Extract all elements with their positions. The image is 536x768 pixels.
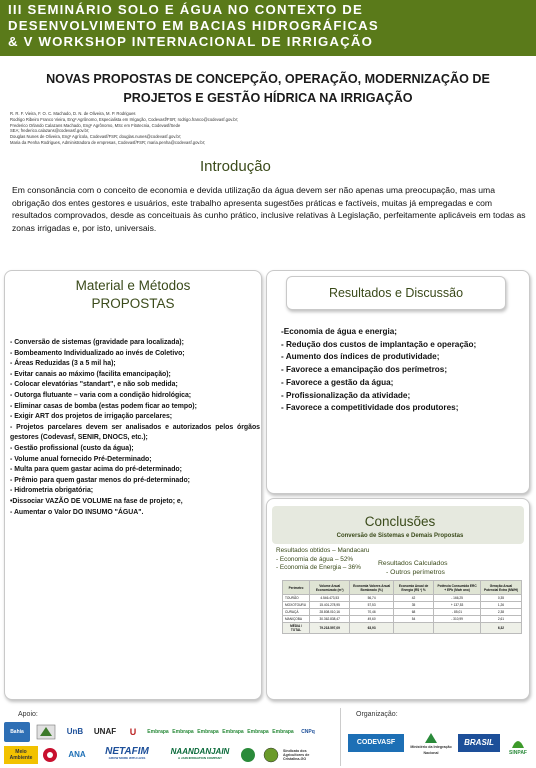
codevasf-logo: CODEVASF — [348, 734, 404, 752]
list-item: - Aumentar o Valor DO INSUMO "ÁGUA". — [10, 508, 144, 516]
calc-title: Resultados Calculados — [378, 560, 448, 567]
meio-ambiente-logo: Meio Ambiente — [4, 746, 38, 764]
table-cell: 6,32 — [480, 623, 521, 634]
list-item: - Eliminar casas de bomba (estas podem ficar ao tempo); — [10, 402, 197, 410]
list-item: - Áreas Reduzidas (3 a 5 mil ha); — [10, 360, 116, 368]
embrapa-logo: Embrapa — [247, 729, 269, 735]
results-heading: Resultados e Discussão — [328, 286, 464, 300]
title-line-1: NOVAS PROPOSTAS DE CONCEPÇÃO, OPERAÇÃO, MODERNIZAÇÃO DE — [46, 72, 490, 86]
author-line: R. R. F. Vieira, F. O. C. Machado, D. N. de Oliveira, M. P. Rodrigues — [10, 111, 136, 116]
table-cell: 15.401.278,95 — [310, 602, 350, 609]
list-item: - Gestão profissional (custo da água); — [10, 444, 134, 452]
sinpaf-logo: SINPAF — [504, 730, 532, 760]
obtained-water: - Economia de água – 52% — [276, 555, 354, 563]
ana-logo: ANA — [68, 750, 86, 759]
author-list — [10, 111, 250, 146]
organization-label: Organização: — [356, 711, 398, 718]
obtained-title: Resultados obtidos – Mandacaru — [276, 547, 370, 554]
author-line: Frederico Orlando Calazans Machado, Engº Agrônomo, MSc em Fitotecnia, Codevasf/Sede — [10, 122, 181, 128]
cnpq-logo: CNPq — [301, 729, 315, 735]
list-item: - Aumento dos índices de produtividade; — [281, 352, 440, 362]
univasf-logo — [33, 722, 59, 742]
author-line: Rodrigo Ribeiro Franco Vieira, Engº Agrônomo, Especialista em Irrigação, Codevasf/FSR; rodrigo.franco@codevasf.gov.br; — [10, 116, 239, 122]
sindicato-text: Sindicato dos Agricultores de Cristalina-GO — [283, 748, 310, 762]
table-row — [283, 602, 522, 609]
table-cell: - 166,25 — [434, 595, 481, 602]
abid-logo — [238, 746, 258, 764]
table-cell: 49,60 — [350, 616, 394, 623]
list-item: - Favorece a emancipação dos perímetros; — [281, 365, 448, 375]
methods-list — [10, 338, 260, 518]
table-row — [283, 609, 522, 616]
table-cell: 0,35 — [480, 595, 521, 602]
support-label: Apoio: — [18, 711, 38, 718]
table-cell: - 310,99 — [434, 616, 481, 623]
intro-heading: Introdução — [200, 158, 271, 175]
unb-logo: UnB — [66, 727, 84, 736]
ministerio-logo: Ministério da Integração Nacional — [408, 730, 454, 758]
ufpb-logo: U — [129, 727, 137, 737]
results-table — [282, 580, 522, 634]
sindicato-logo — [261, 744, 281, 766]
calculated-results — [378, 560, 448, 577]
list-item: -Economia de água e energia; — [281, 327, 398, 336]
table-cell: 2,61 — [480, 616, 521, 623]
column-header: Geração Anual Potencial Extra (MWH) — [480, 581, 521, 595]
table-cell: 35 — [393, 602, 433, 609]
column-header: Potência Consumida ERC + EPb (Mwh ano) — [434, 581, 481, 595]
list-item: •Dissociar VAZÃO DE VOLUME na fase de projeto; e, — [10, 497, 183, 505]
table-header-row — [283, 581, 522, 595]
table-cell — [434, 623, 481, 634]
banner-line-2: DESENVOLVIMENTO EM BACIAS HIDROGRÁFICAS — [8, 18, 379, 33]
calc-sub: - Outros perímetros — [386, 568, 445, 576]
table-cell: 79.218.597,09 — [310, 623, 350, 634]
list-item: - Projetos parcelares devem ser analisados e autorizados pelos órgãos gestores (Codevasf, SENIR, DNOCS, etc.); — [10, 423, 260, 442]
list-item: - Colocar elevatórias "standart", e não sob medida; — [10, 381, 178, 389]
obtained-energy: - Economia de Energia – 36% — [276, 564, 361, 571]
table-cell: MOXOTOURU — [283, 602, 310, 609]
methods-heading: Material e Métodos — [75, 278, 191, 293]
table-cell: 28.808.010,16 — [310, 609, 350, 616]
embrapa-logo: Embrapa — [222, 729, 244, 735]
table-cell: CURAÇÁ — [283, 609, 310, 616]
unaf-logo: UNAF — [93, 727, 117, 736]
table-cell: - 85,01 — [434, 609, 481, 616]
table-cell: 54 — [393, 616, 433, 623]
table-cell: 56,74 — [350, 595, 394, 602]
column-header: Volume Anual Economizado (m³) — [310, 581, 350, 595]
se-logo — [41, 746, 59, 764]
intro-paragraph: Em consonância com o conceito de economia e devida utilização da água devem ser não apenas uma preocupação, mas uma obrigação dos entes gestores e usuários, este trabalho apresenta sugestões práticas e factíveis, muitas já empregadas e com resultados comprovados, desde as conceituais às cunho prático, inclusive relativas à Legislação, perfeitamente aplicáveis em todas as zonas irrigadas e, por isto, universais. — [12, 185, 526, 233]
brasil-logo: BRASIL — [458, 734, 500, 752]
list-item: - Redução dos custos de implantação e operação; — [281, 339, 477, 349]
table-cell: + 137,53 — [434, 602, 481, 609]
author-line: Maria da Penha Rodrigues, Administradora de empresas, Codevasf/FSR; maria.penha@codevasf.gov.br; — [10, 139, 206, 145]
table-cell: MÉDIA / TOTAL — [283, 623, 310, 634]
table-cell: 70,46 — [350, 609, 394, 616]
table-cell: 1,26 — [480, 602, 521, 609]
table-cell — [393, 623, 433, 634]
methods-subheading: PROPOSTAS — [91, 296, 175, 311]
bahia-logo: Bahia — [4, 722, 30, 742]
table-cell: 42 — [393, 595, 433, 602]
table-row — [283, 616, 522, 623]
list-item: - Profissionalização da atividade; — [281, 390, 411, 400]
title-line-2: PROJETOS E GESTÃO HÍDRICA NA IRRIGAÇÃO — [123, 91, 413, 105]
column-header: Economia Anual de Energia (R$ ¹) % — [393, 581, 433, 595]
table-cell: TOURÃO — [283, 595, 310, 602]
list-item: - Conversão de sistemas (gravidade para localizada); — [10, 339, 184, 346]
naandanjain-logo: NAANDANJAIN A JAIN IRRIGATION COMPANY — [170, 747, 230, 760]
table-cell: 68 — [393, 609, 433, 616]
list-item: - Outorga flutuante – varia com a condição hidrológica; — [10, 391, 192, 399]
list-item: - Exigir ART dos projetos de irrigação parcelares; — [10, 413, 173, 421]
conclusions-subheading: Conversão de Sistemas e Demais Propostas — [336, 533, 464, 539]
table-cell: 30.362.838,47 — [310, 616, 350, 623]
banner-line-3: & V WORKSHOP INTERNACIONAL DE IRRIGAÇÃO — [8, 34, 374, 49]
list-item: - Multa para quem gastar acima do pré-determinado; — [10, 466, 182, 474]
list-item: - Prêmio para quem gastar menos do pré-determinado; — [10, 476, 190, 484]
banner-line-1: III SEMINÁRIO SOLO E ÁGUA NO CONTEXTO DE — [8, 2, 364, 17]
footer-divider — [340, 708, 341, 766]
list-item: - Bombeamento Individualizado ao invés de Coletivo; — [10, 349, 185, 357]
author-line: SEA; frederico.calazans@codevasf.gov.br; — [10, 128, 90, 134]
column-header: Economia Valores Anual Bombeado (%) — [350, 581, 394, 595]
obtained-results — [276, 547, 369, 573]
list-item: - Favorece a gestão da água; — [281, 377, 394, 387]
embrapa-logo: Embrapa — [172, 729, 194, 735]
list-item: - Volume anual fornecido Pré-Determinado; — [10, 455, 152, 463]
table-cell: 4.546.473,53 — [310, 595, 350, 602]
table-cell: 57,53 — [350, 602, 394, 609]
table-total-row — [283, 623, 522, 634]
list-item: - Favorece a competitividade dos produtores; — [281, 403, 459, 413]
table-cell: 63,93 — [350, 623, 394, 634]
event-banner — [0, 0, 536, 56]
conclusions-heading: Conclusões — [364, 514, 436, 529]
netafim-logo: NETAFIM GROW MORE WITH LESS — [105, 746, 149, 760]
author-line: Douglas Nunes de Oliveira, Engº Agrícola, Codevasf/FSR; douglas.nunes@codevasf.gov.br; — [10, 134, 182, 140]
list-item: - Evitar canais ao máximo (facilita emancipação); — [10, 370, 171, 378]
table-cell: 2,38 — [480, 609, 521, 616]
embrapa-logo: Embrapa — [272, 729, 294, 735]
column-header: Perímetro — [283, 581, 310, 595]
embrapa-logo: Embrapa — [147, 729, 169, 735]
embrapa-logo: Embrapa — [197, 729, 219, 735]
table-cell: MANIÇOBA — [283, 616, 310, 623]
results-list — [281, 326, 521, 415]
poster-title — [0, 70, 536, 108]
list-item: - Hidrometria obrigatória; — [10, 487, 94, 495]
table-row — [283, 595, 522, 602]
